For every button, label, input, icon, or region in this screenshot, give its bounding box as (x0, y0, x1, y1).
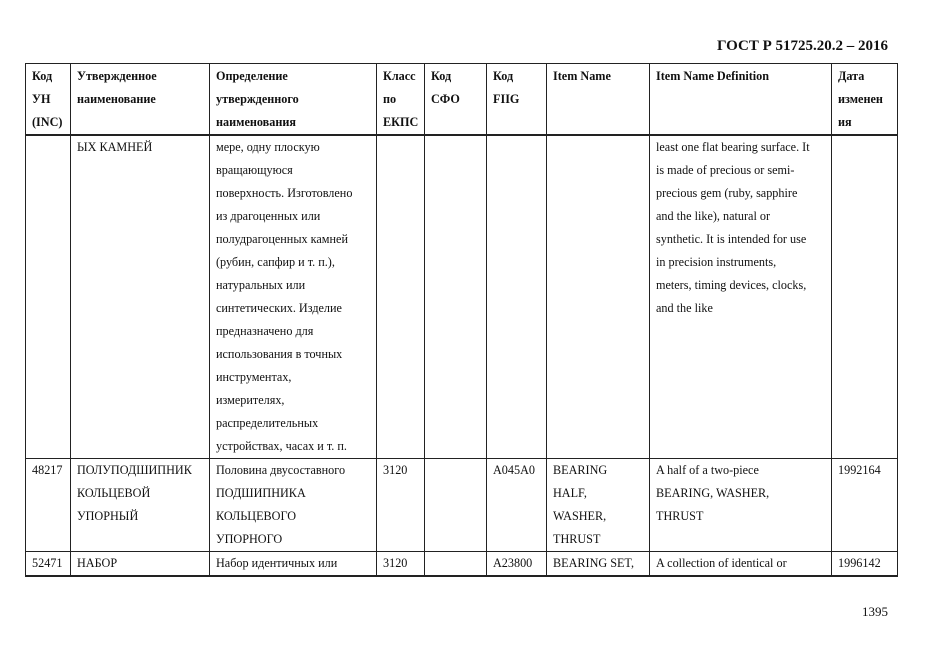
cell-name-definition (210, 552, 377, 577)
cell-line: Код (431, 69, 452, 83)
cell-line: ЫХ КАМНЕЙ (77, 140, 153, 154)
cell-line: ПОЛУПОДШИПНИК (77, 463, 192, 477)
cell-fiig-code (487, 552, 547, 577)
document-standard-header: ГОСТ Р 51725.20.2 – 2016 (716, 38, 888, 54)
cell-ekps-class (377, 135, 425, 459)
cell-line: КОЛЬЦЕВОГО (216, 509, 297, 523)
table-row (26, 552, 898, 577)
cell-line: ия (838, 115, 852, 129)
cell-line: Определение (216, 69, 288, 83)
cell-line: Item Name Definition (656, 69, 770, 83)
column-header-item-name-definition (650, 64, 832, 136)
cell-line: УПОРНОГО (216, 532, 283, 546)
cell-change-date (832, 459, 898, 552)
cell-line: A collection of identical or (656, 556, 787, 570)
cell-line: (INC) (32, 115, 63, 129)
cell-line: is made of precious or semi- (656, 163, 795, 177)
cell-line: инструментах, (216, 370, 292, 384)
table-header (26, 64, 898, 136)
cell-line: meters, timing devices, clocks, (656, 278, 807, 292)
column-header-ekps-class (377, 64, 425, 136)
table-body (26, 135, 898, 576)
cell-line: Класс (383, 69, 416, 83)
cell-ekps-class (377, 552, 425, 577)
cell-line: BEARING SET, (553, 556, 635, 570)
cell-line: изменен (838, 92, 883, 106)
cell-line: 3120 (383, 463, 408, 477)
cell-change-date (832, 135, 898, 459)
cell-line: and the like), natural or (656, 209, 771, 223)
cell-line: Код (32, 69, 53, 83)
cell-line: HALF, (553, 486, 587, 500)
cell-line: ЕКПС (383, 115, 419, 129)
cell-item-name (547, 459, 650, 552)
cell-line: 48217 (32, 463, 63, 477)
page-number: 1395 (862, 604, 888, 619)
cell-line: A23800 (493, 556, 533, 570)
cell-line: synthetic. It is intended for use (656, 232, 807, 246)
cell-line: 52471 (32, 556, 63, 570)
cell-line: BEARING, WASHER, (656, 486, 770, 500)
cell-line: Половина двусоставного (216, 463, 346, 477)
cell-line: использования в точных (216, 347, 343, 361)
cell-ekps-class (377, 459, 425, 552)
cell-line: УН (32, 92, 51, 106)
cell-line: (рубин, сапфир и т. п.), (216, 255, 335, 269)
header-row (26, 64, 898, 136)
cell-line: THRUST (553, 532, 601, 546)
cell-fiig-code (487, 459, 547, 552)
cell-name-definition (210, 135, 377, 459)
cell-line: утвержденного (216, 92, 299, 106)
cell-sfo-code (425, 135, 487, 459)
cell-line: A half of a two-piece (656, 463, 759, 477)
cell-name-definition (210, 459, 377, 552)
cell-line: натуральных или (216, 278, 306, 292)
cell-line: из драгоценных или (216, 209, 321, 223)
cell-line: 3120 (383, 556, 408, 570)
cell-line: Код (493, 69, 514, 83)
cell-line: предназначено для (216, 324, 314, 338)
cell-line: Утвержденное (77, 69, 157, 83)
cell-line: THRUST (656, 509, 704, 523)
cell-line: СФО (431, 92, 460, 106)
cell-item-name (547, 135, 650, 459)
cell-line: устройствах, часах и т. п. (216, 439, 347, 453)
cell-fiig-code (487, 135, 547, 459)
table-row (26, 135, 898, 459)
cell-line: precious gem (ruby, sapphire (656, 186, 798, 200)
cell-line: A045A0 (493, 463, 535, 477)
cell-item-name-definition (650, 459, 832, 552)
cell-change-date (832, 552, 898, 577)
cell-approved-name (71, 135, 210, 459)
cell-line: синтетических. Изделие (216, 301, 342, 315)
cell-line: BEARING (553, 463, 608, 477)
column-header-change-date (832, 64, 898, 136)
column-header-fiig-code (487, 64, 547, 136)
cell-item-name (547, 552, 650, 577)
cell-line: вращающуюся (216, 163, 293, 177)
cell-line: ПОДШИПНИКА (216, 486, 306, 500)
cell-line: полудрагоценных камней (216, 232, 348, 246)
cell-line: in precision instruments, (656, 255, 777, 269)
cell-approved-name (71, 459, 210, 552)
cell-line: and the like (656, 301, 713, 315)
column-header-name-definition (210, 64, 377, 136)
cell-item-name-definition (650, 135, 832, 459)
column-header-approved-name (71, 64, 210, 136)
cell-line: Дата (838, 69, 865, 83)
cell-line: измерителях, (216, 393, 285, 407)
cell-code-inc (26, 459, 71, 552)
cell-line: Item Name (553, 69, 611, 83)
cell-line: WASHER, (553, 509, 607, 523)
cell-code-inc (26, 552, 71, 577)
cell-line: по (383, 92, 397, 106)
column-header-item-name (547, 64, 650, 136)
cell-line: 1992164 (838, 463, 881, 477)
cell-sfo-code (425, 552, 487, 577)
cell-line: FIIG (493, 92, 520, 106)
column-header-sfo-code (425, 64, 487, 136)
cell-line: 1996142 (838, 556, 881, 570)
cell-line: УПОРНЫЙ (77, 509, 139, 523)
column-header-code-inc (26, 64, 71, 136)
cell-sfo-code (425, 459, 487, 552)
cell-approved-name (71, 552, 210, 577)
cell-line: Набор идентичных или (216, 556, 338, 570)
cell-item-name-definition (650, 552, 832, 577)
cell-line: НАБОР (77, 556, 118, 570)
cell-line: мере, одну плоскую (216, 140, 320, 154)
cell-line: least one flat bearing surface. It (656, 140, 810, 154)
cell-code-inc (26, 135, 71, 459)
cell-line: КОЛЬЦЕВОЙ (77, 486, 151, 500)
catalog-table (25, 63, 898, 577)
cell-line: поверхность. Изготовлено (216, 186, 353, 200)
cell-line: наименования (216, 115, 296, 129)
cell-line: распределительных (216, 416, 319, 430)
table-row (26, 459, 898, 552)
cell-line: наименование (77, 92, 156, 106)
